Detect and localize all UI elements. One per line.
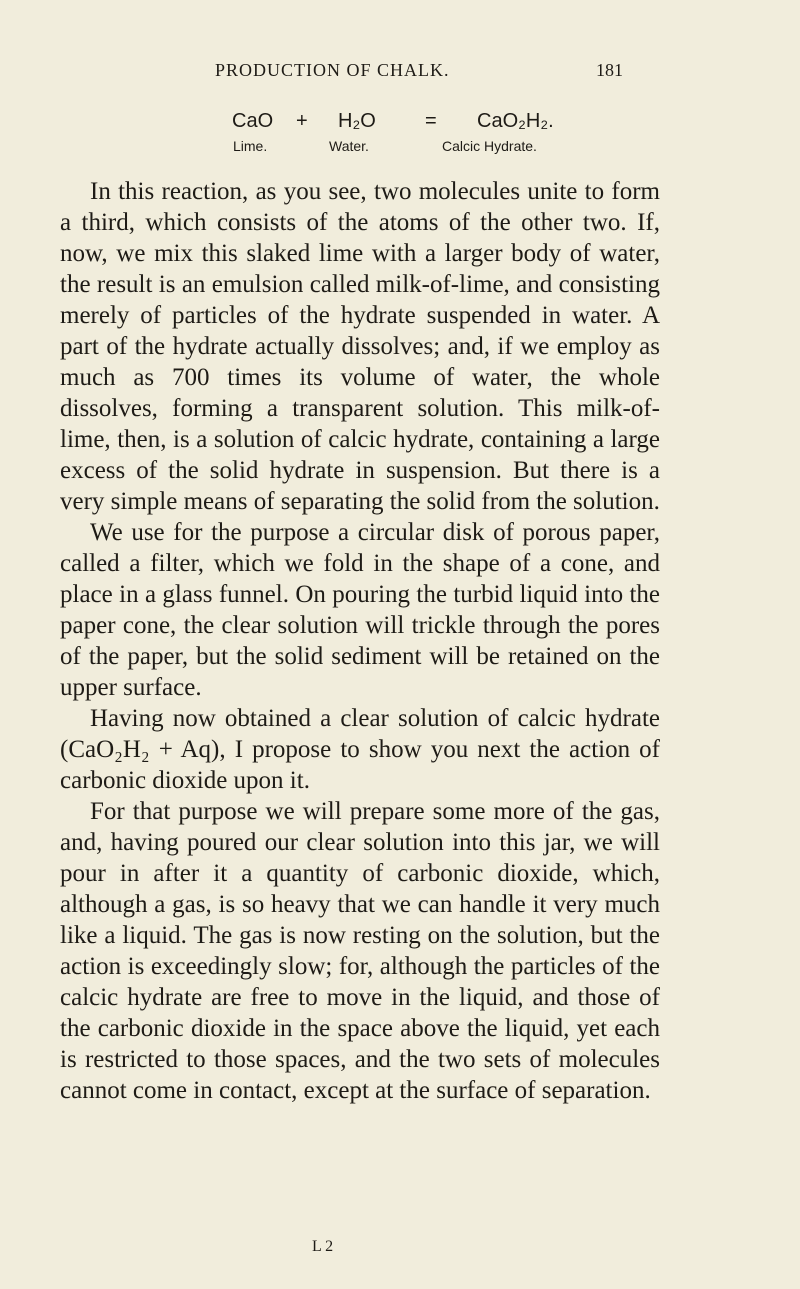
equation-equals: = [425,110,437,132]
label-water: Water. [329,138,369,154]
equation-plus: + [296,110,308,132]
paragraph: Having now obtained a clear solution of calcic hydrate (CaO₂H₂ + Aq), I propose to show you next the action of carbonic dioxide upon it. [60,705,660,794]
equation-term-lime: CaO [232,110,274,132]
running-title: PRODUCTION OF CHALK. [215,60,450,80]
equation-term-water: H₂O [338,110,376,132]
paragraph: For that purpose we will prepare some more of the gas, and, having poured our clear solution into this jar, we will pour in after it a quantity of carbonic dioxide, which, although a gas, is so heavy that we can handle it very much like a liquid. The gas is now resting on the solution, but the action is exceedingly slow; for, although the particles of the calcic hydrate are free to move in the liquid, and those of the carbonic dioxide in the space above the liquid, yet each is restricted to those spaces, and the two sets of molecules cannot come in contact, except at the surface of separation. [60,798,660,1104]
equation-result: CaO₂H₂. [477,110,554,132]
paragraph: In this reaction, as you see, two molecules unite to form a third, which consists of the atoms of the other two. If, now, we mix this slaked lime with a larger body of water, the result is an emulsion called milk-of-lime, and consisting merely of particles of the hydrate suspended in water. A part of the hydrate actually dissolves; and, if we employ as much as 700 times its volume of water, the whole dissolves, forming a transparent solution. This milk-of-lime, then, is a solution of calcic hydrate, containing a large excess of the solid hydrate in suspension. But there is a very simple means of separating the solid from the solution. [60,178,660,515]
body-text [60,176,660,1106]
signature-mark: L 2 [312,1238,334,1255]
label-calcic-hydrate: Calcic Hydrate. [442,138,537,154]
label-lime: Lime. [233,138,268,154]
paragraph: We use for the purpose a circular disk of porous paper, called a filter, which we fold in the shape of a cone, and place in a glass funnel. On pouring the turbid liquid into the paper cone, the clear solution will trickle through the pores of the paper, but the solid sediment will be retained on the upper surface. [60,519,660,701]
page-number: 181 [596,60,623,80]
